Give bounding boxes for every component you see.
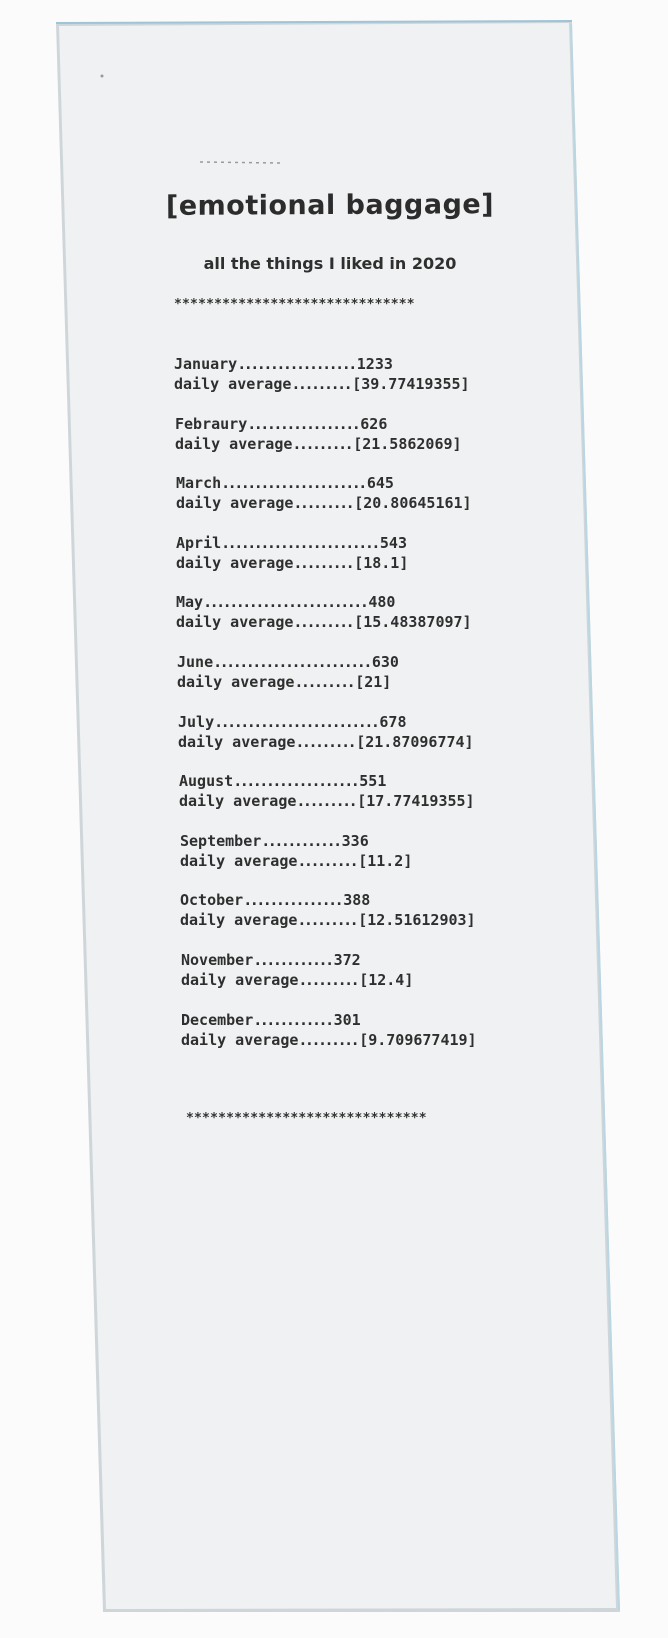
month-name: December [181,1010,254,1029]
daily-average-line [177,672,514,692]
leader-dots: ........................ [221,533,378,552]
daily-average-value: [18.1] [354,553,409,572]
month-total-line [178,712,514,732]
month-entry [178,712,514,772]
month-entry [180,831,514,891]
month-total-line [176,533,514,553]
month-total: 551 [359,772,387,791]
daily-average-label: daily average [175,434,293,453]
month-total: 372 [333,950,361,969]
daily-average-line [179,791,514,811]
month-entry [175,414,514,474]
month-entry [176,592,514,652]
month-entry [181,1010,514,1070]
month-total-line [179,771,514,791]
leader-dots: ............... [243,891,342,910]
leader-dots: ...................... [221,474,365,493]
month-total: 645 [366,474,394,493]
leader-dots: ......... [292,434,352,453]
leader-dots: ......... [297,851,357,870]
daily-average-label: daily average [180,851,298,870]
daily-average-line [181,1030,514,1050]
month-entry [174,354,514,414]
month-total-line [176,473,514,493]
month-total: 388 [343,891,371,910]
daily-average-value: [12.4] [359,970,414,989]
daily-average-value: [21] [355,672,392,691]
month-total: 630 [371,652,399,671]
leader-dots: ......... [291,375,351,393]
leader-dots: ................... [233,772,358,791]
leader-dots: ......... [293,613,353,632]
daily-average-label: daily average [178,732,296,751]
month-entry [180,890,514,950]
month-total-line [181,950,514,970]
month-name: May [176,593,204,612]
month-name: April [176,533,222,552]
leader-dots: ............ [261,831,340,850]
divider-bottom: ****************************** [186,1111,427,1126]
leader-dots: ......... [298,1030,358,1049]
month-entry [179,771,514,831]
daily-average-line [176,553,514,573]
month-name: September [180,831,262,850]
daily-average-value: [15.48387097] [354,613,472,632]
daily-average-label: daily average [181,970,299,989]
daily-average-line [176,612,514,632]
month-entry [177,652,514,712]
daily-average-value: [11.2] [358,851,413,870]
month-total-line [180,890,514,910]
leader-dots: ......... [297,911,357,930]
month-total-line [174,354,514,374]
divider-top: ****************************** [174,297,415,312]
month-entry [181,950,514,1010]
daily-average-label: daily average [174,375,292,393]
month-total-line [177,652,514,672]
month-total: 1233 [356,355,393,373]
leader-dots: ......................... [214,712,378,731]
daily-average-value: [39.77419355] [352,375,470,393]
month-total-line [181,1010,514,1030]
daily-average-label: daily average [176,553,294,572]
month-name: October [180,891,244,910]
leader-dots: ............ [253,1010,332,1029]
month-name: August [179,772,234,791]
month-name: January [174,355,238,373]
month-name: November [181,950,254,969]
month-name: July [178,712,215,731]
daily-average-line [181,970,514,990]
receipt-subtitle: all the things I liked in 2020 [203,254,457,273]
month-list [174,354,514,1069]
daily-average-value: [20.80645161] [354,494,472,513]
daily-average-value: [21.87096774] [356,732,474,751]
daily-average-value: [17.77419355] [357,792,475,811]
leader-dots: ................. [247,414,359,433]
leader-dots: ........................ [213,652,370,671]
month-total-line [180,831,514,851]
month-entry [176,533,514,593]
daily-average-label: daily average [179,792,297,811]
month-name: June [177,652,214,671]
month-total: 301 [333,1010,361,1029]
daily-average-label: daily average [181,1030,299,1049]
daily-average-label: daily average [176,494,294,513]
leader-dots: ......... [294,672,354,691]
daily-average-value: [9.709677419] [359,1030,477,1049]
daily-average-value: [21.5862069] [353,434,462,453]
daily-average-line [178,732,514,752]
leader-dots: ......................... [203,593,367,612]
month-total-line [176,592,514,612]
month-name: Febraury [175,414,248,433]
daily-average-line [175,434,514,454]
daily-average-value: [12.51612903] [358,911,476,930]
leader-dots: ......... [296,792,356,811]
leader-dots: .................. [237,355,355,373]
daily-average-label: daily average [177,672,295,691]
month-entry [176,473,514,533]
month-name: March [176,474,222,493]
daily-average-line [180,851,514,871]
leader-dots: ......... [293,494,353,513]
month-total-line [175,414,514,434]
leader-dots: ......... [298,970,358,989]
month-total: 626 [360,414,388,433]
leader-dots: ............ [253,950,332,969]
month-total: 480 [368,593,396,612]
daily-average-line [180,910,514,930]
receipt-title: [emotional baggage] [165,189,495,222]
daily-average-line [176,493,514,513]
leader-dots: ......... [295,732,355,751]
month-total: 336 [341,831,369,850]
leader-dots: ......... [293,553,353,572]
month-total: 678 [379,712,407,731]
daily-average-line [174,374,514,394]
daily-average-label: daily average [180,911,298,930]
month-total: 543 [379,533,407,552]
daily-average-label: daily average [176,613,294,632]
